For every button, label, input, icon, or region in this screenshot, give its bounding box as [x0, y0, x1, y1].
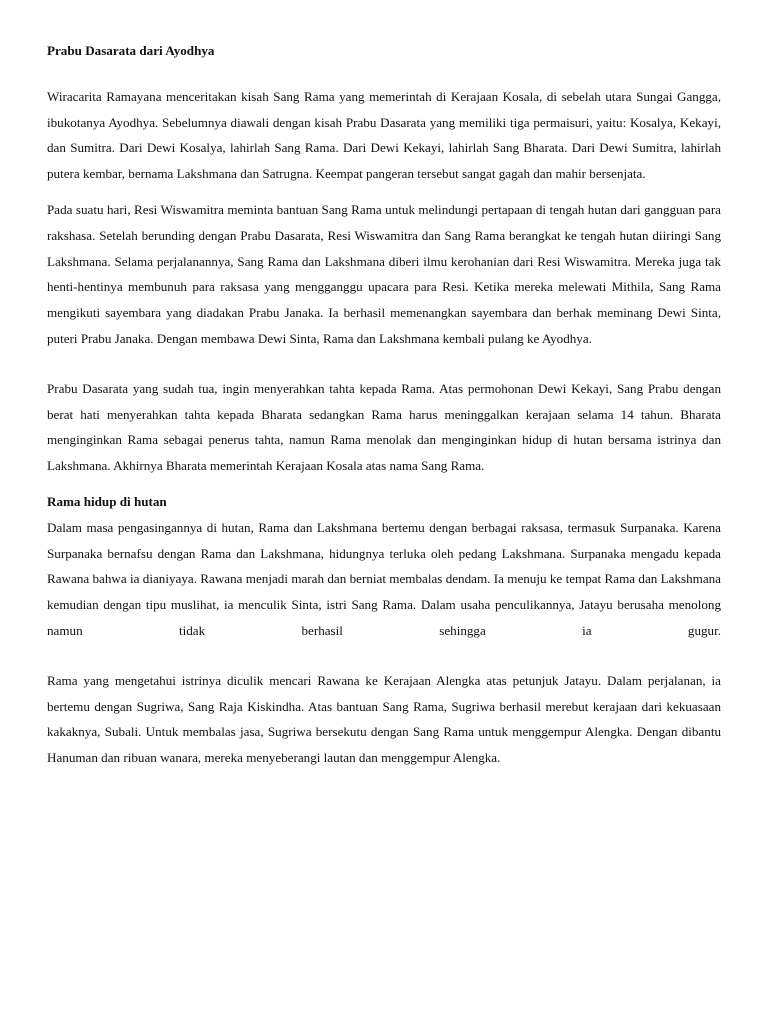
- spacer: [47, 64, 721, 84]
- paragraph-5: Rama yang mengetahui istrinya diculik mencari Rawana ke Kerajaan Alengka atas petunjuk Jatayu. Dalam perjalanan, ia bertemu dengan Sugriwa, Sang Raja Kiskindha. Atas bantuan Sang Rama, Sugriwa berhasil merebut kerajaan dari kekuasaan kakaknya, Subali. Untuk membalas jasa, Sugriwa bersekutu dengan Sang Rama untuk menggempur Alengka. Dengan dibantu Hanuman dan ribuan wanara, mereka menyeberangi lautan dan menggempur Alengka.: [47, 672, 721, 766]
- spacer: [47, 479, 721, 489]
- document-title: Prabu Dasarata dari Ayodhya: [47, 43, 215, 58]
- paragraph-4: Dalam masa pengasingannya di hutan, Rama dan Lakshmana bertemu dengan berbagai raksasa, termasuk Surpanaka. Karena Surpanaka bernafsu dengan Rama dan Lakshmana, hidungnya terluka oleh pedang Lakshmana. Surpanaka mengadu kepada Rawana bahwa ia dianiyaya. Rawana menjadi marah dan berniat membalas dendam. Ia menuju ke tempat Rama dan Lakshmana kemudian dengan tipu muslihat, ia menculik Sinta, istri Sang Rama. Dalam usaha penculikannya, Jatayu berusaha menolong namun tidak berhasil sehingga ia gugur.: [47, 519, 721, 638]
- paragraph-1: Wiracarita Ramayana menceritakan kisah Sang Rama yang memerintah di Kerajaan Kosala, di sebelah utara Sungai Gangga, ibukotanya Ayodhya. Sebelumnya diawali dengan kisah Prabu Dasarata yang memiliki tiga permaisuri, yaitu: Kosalya, Kekayi, dan Sumitra. Dari Dewi Kosalya, lahirlah Sang Rama. Dari Dewi Kekayi, lahirlah Sang Bharata. Dari Dewi Sumitra, lahirlah putera kembar, bernama Lakshmana dan Satrugna. Keempat pangeran tersebut sangat gagah dan mahir bersenjata.: [47, 88, 721, 182]
- spacer: [47, 352, 721, 376]
- paragraph-3: Prabu Dasarata yang sudah tua, ingin menyerahkan tahta kepada Rama. Atas permohonan Dewi Kekayi, Sang Prabu dengan berat hati menyerahkan tahta kepada Bharata sedangkan Rama harus meninggalkan kerajaan selama 14 tahun. Bharata menginginkan Rama sebagai penerus tahta, namun Rama menolak dan menginginkan hidup di hutan bersama istrinya dan Lakshmana. Akhirnya Bharata memerintah Kerajaan Kosala atas nama Sang Rama.: [47, 380, 721, 474]
- spacer: [47, 644, 721, 668]
- paragraph-2: Pada suatu hari, Resi Wiswamitra meminta bantuan Sang Rama untuk melindungi pertapaan di tengah hutan dari gangguan para rakshasa. Setelah berunding dengan Prabu Dasarata, Resi Wiswamitra dan Sang Rama berangkat ke tengah hutan diiringi Sang Lakshmana. Selama perjalanannya, Sang Rama dan Lakshmana diberi ilmu kerohanian dari Resi Wiswamitra. Mereka juga tak henti-hentinya membunuh para raksasa yang mengganggu upacara para Resi. Ketika mereka melewati Mithila, Sang Rama mengikuti sayembara yang diadakan Prabu Janaka. Ia berhasil memenangkan sayembara dan berhak meminang Dewi Sinta, puteri Prabu Janaka. Dengan membawa Dewi Sinta, Rama dan Lakshmana kembali pulang ke Ayodhya.: [47, 201, 721, 346]
- section-heading: Rama hidup di hutan: [47, 493, 167, 509]
- document-page: [47, 38, 721, 771]
- spacer: [47, 187, 721, 197]
